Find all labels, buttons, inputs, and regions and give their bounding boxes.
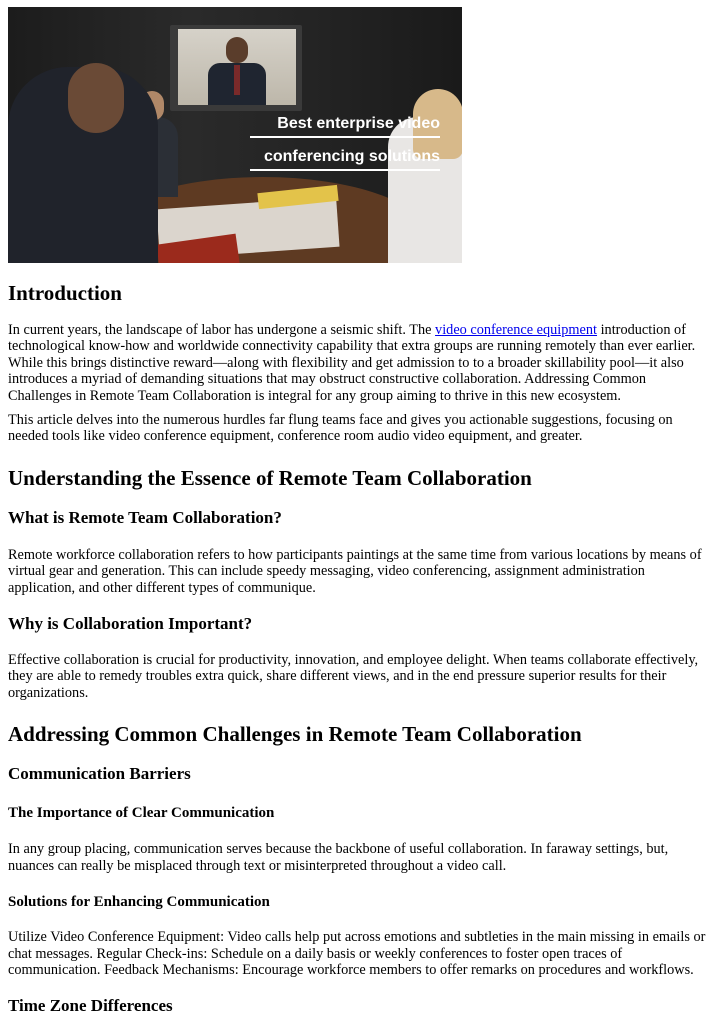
hero-caption-line1: Best enterprise video: [250, 111, 440, 138]
foreground-man-head: [68, 63, 124, 133]
video-conference-equipment-link[interactable]: video conference equipment: [435, 322, 598, 338]
what-is-heading: What is Remote Team Collaboration?: [8, 507, 282, 527]
solutions-heading: Solutions for Enhancing Communication: [8, 894, 270, 911]
introduction-paragraph-1: [8, 322, 712, 404]
introduction-paragraph-2: This article delves into the numerous hurdles far flung teams face and gives you actionable suggestions, focusing on needed tools like video conference equipment, conference room audio video equipment, and greater.: [8, 412, 673, 445]
solutions-paragraph: Utilize Video Conference Equipment: Video calls help put across emotions and subtleties in the main missing in emails or chat messages. Regular Check-ins: Schedule on a daily basis or weekly conferences to foster open traces of communication. Feedback Mechanisms: Encourage workforce members to offer remarks on procedures and workflows.: [8, 929, 706, 978]
hero-caption: [250, 111, 440, 177]
article: [0, 7, 720, 1017]
intro-text-before-link: In current years, the landscape of labor has undergone a seismic shift. The: [8, 322, 436, 338]
what-is-paragraph: Remote workforce collaboration refers to how participants paintings at the same time from various locations by means of virtual gear and generation. This can include speedy messaging, video conferencing, assignment administration application, and other different types of communique.: [8, 546, 702, 596]
why-paragraph: Effective collaboration is crucial for productivity, innovation, and employee delight. When teams collaborate effectively, they are able to remedy troubles extra quick, share different views, and in the end pressure superior results for their organizations.: [8, 652, 699, 701]
challenges-heading: Addressing Common Challenges in Remote Team Collaboration: [8, 722, 582, 747]
remote-speaker-head: [226, 37, 248, 63]
communication-barriers-heading: Communication Barriers: [8, 764, 191, 784]
hero-image: [8, 7, 462, 263]
intro-text-after-link: introduction of technological know-how and worldwide connectivity capability that extra groups are running remotely than ever earlier. While this brings distinctive reward—along with flexibility and get admission to to a broader skillability pool—it also introduces a myriad of demanding situations that may obstruct constructive collaboration. Addressing Common Challenges in Remote Team Collaboration is integral for any group aiming to thrive in this new ecosystem.: [8, 322, 696, 404]
hero-caption-line2: conferencing solutions: [250, 144, 440, 171]
why-heading: Why is Collaboration Important?: [8, 614, 253, 634]
importance-paragraph: In any group placing, communication serves because the backbone of useful collaboration. In faraway settings, but, nuances can really be misplaced through text or misinterpreted throughout a video call.: [8, 841, 669, 874]
time-zone-heading: Time Zone Differences: [8, 996, 173, 1016]
importance-heading: The Importance of Clear Communication: [8, 805, 275, 822]
introduction-heading: Introduction: [8, 281, 122, 305]
remote-speaker-tie: [234, 65, 240, 95]
understanding-heading: Understanding the Essence of Remote Team Collaboration: [8, 465, 532, 490]
